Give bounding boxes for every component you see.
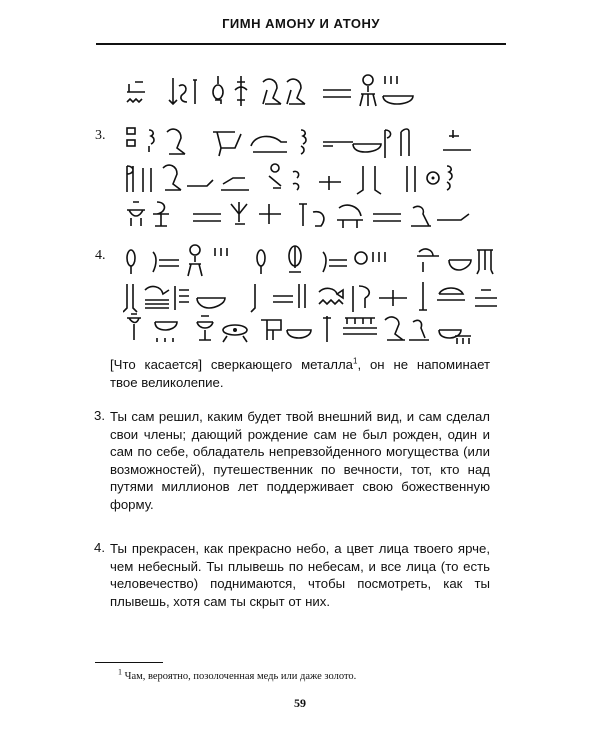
hieroglyph-line bbox=[123, 158, 523, 198]
hieroglyph-glyphs bbox=[123, 240, 503, 280]
hieroglyph-block-number: 3. bbox=[95, 128, 106, 143]
hieroglyph-block-number: 4. bbox=[95, 248, 106, 263]
hieroglyph-glyphs bbox=[123, 308, 503, 348]
hieroglyph-glyphs bbox=[123, 70, 503, 110]
hieroglyph-line bbox=[123, 308, 523, 348]
paragraph-text: [Что касается] сверкающего металла bbox=[110, 357, 353, 372]
translation-paragraph bbox=[110, 356, 490, 391]
footnote-text: Чам, вероятно, позолоченная медь или даже золото. bbox=[124, 671, 357, 682]
paragraph-number: 4. bbox=[94, 540, 105, 555]
footnote-reference[interactable]: 1 bbox=[352, 356, 358, 366]
hieroglyph-glyphs bbox=[123, 122, 503, 162]
hieroglyph-glyphs bbox=[123, 194, 503, 234]
paragraph-number: 3. bbox=[94, 408, 105, 423]
header-rule bbox=[96, 43, 506, 45]
hieroglyph-line bbox=[123, 70, 523, 110]
page-number: 59 bbox=[294, 696, 306, 710]
paragraph-text: Ты сам решил, каким будет твой внешний вид, и сам сделал свои члены; дающий рождение сам не был рожден, один и сам по себе, обладатель непревзойденного могущества (или возможностей), путешественник по вечности, тот, кто над путями миллионов лет поддерживает свою божественную форму. bbox=[110, 409, 490, 512]
footnote bbox=[118, 667, 498, 682]
paragraph-text: Ты прекрасен, как прекрасно небо, а цвет лица твоего ярче, чем небесный. Ты плывешь по небесам, и все лица (то есть человечество) поднимаются, чтобы посмотреть, как ты плывешь, хотя сам ты скрыт от них. bbox=[110, 541, 490, 609]
footnote-marker: 1 bbox=[118, 667, 122, 677]
translation-paragraph bbox=[110, 408, 490, 513]
paragraph-text: , он не напоминает твое великолепие. bbox=[110, 357, 490, 390]
hieroglyph-line bbox=[123, 194, 523, 234]
running-header: ГИМН АМОНУ И АТОНУ bbox=[222, 16, 380, 31]
hieroglyph-glyphs bbox=[123, 158, 503, 198]
hieroglyph-line bbox=[123, 240, 523, 280]
footnote-rule bbox=[95, 662, 163, 663]
translation-paragraph bbox=[110, 540, 490, 610]
hieroglyph-line bbox=[123, 122, 523, 162]
